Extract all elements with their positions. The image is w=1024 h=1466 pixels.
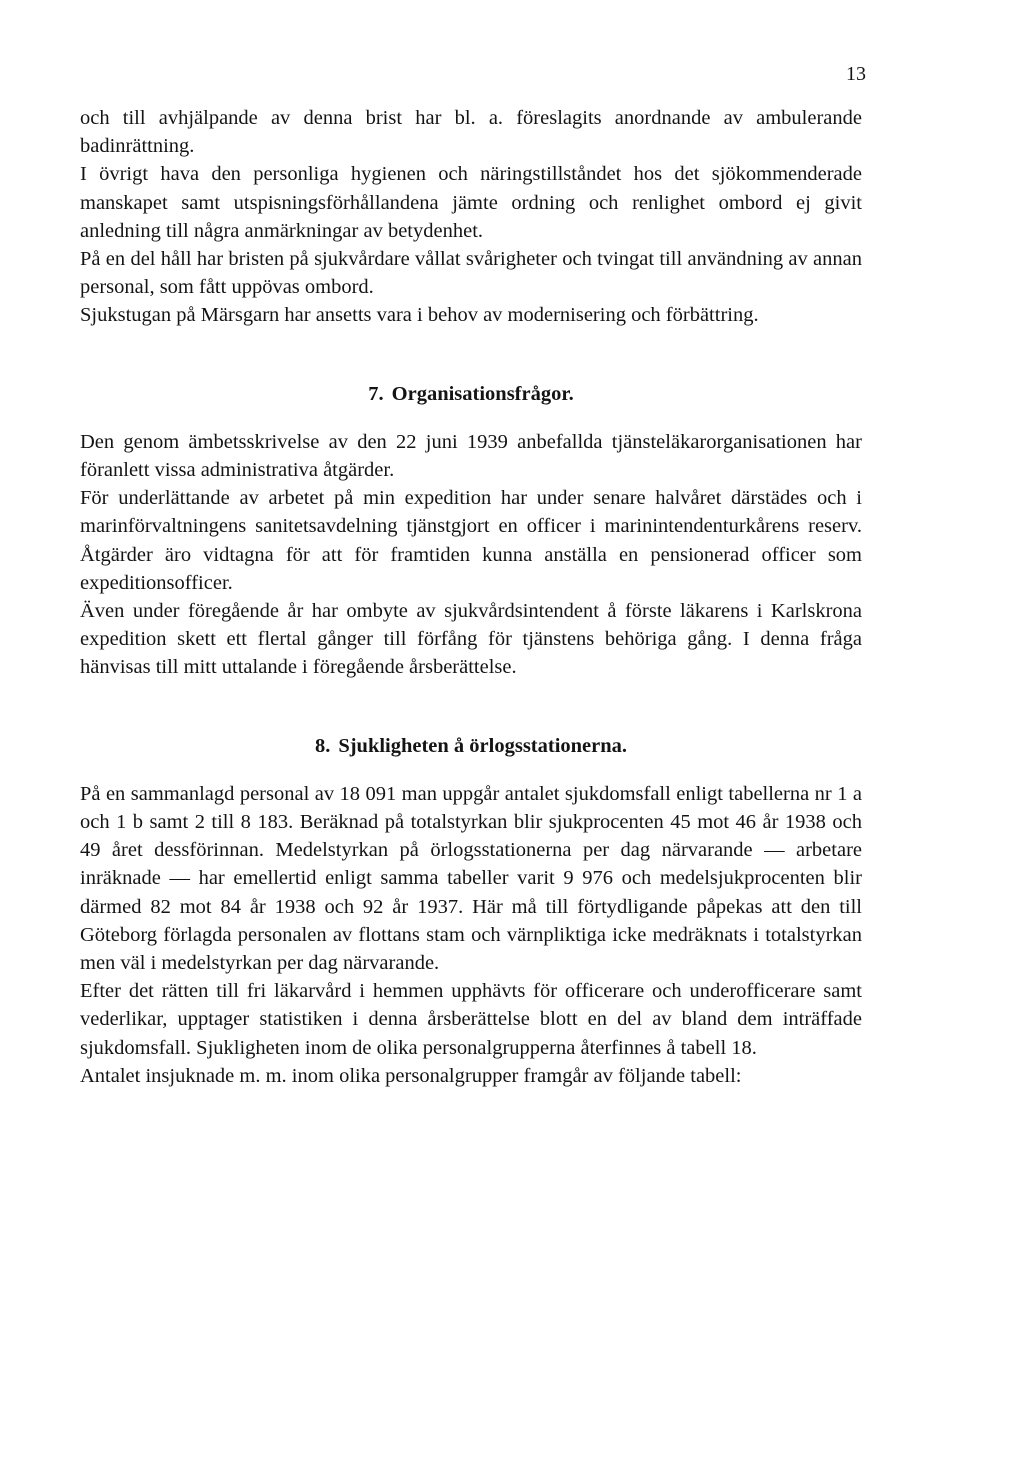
section-8-number: 8.: [314, 734, 331, 757]
section-7-paragraph: För underlättande av arbetet på min expedition har under senare halvåret därstädes och i marinförvaltningens sanitetsavdelning tjänstgjort en officer i marinintendenturkårens reserv. Åtgärder äro vidtagna för att för framtiden kunna anställa en pensionerad officer som expeditionsofficer.: [80, 487, 862, 594]
section-7-heading: [80, 380, 862, 408]
text-column: [80, 104, 862, 1090]
section-8-paragraph: Antalet insjuknade m. m. inom olika personalgrupper framgår av följande tabell:: [80, 1064, 742, 1087]
section-7-number: 7.: [368, 382, 384, 405]
intro-paragraph: På en del håll har bristen på sjukvårdare vållat svårigheter och tvingat till användning av annan personal, som fått uppövas ombord.: [80, 248, 862, 299]
intro-paragraph: och till avhjälpande av denna brist har bl. a. föreslagits anordnande av ambulerande badinrättning.: [80, 107, 862, 158]
intro-paragraph: Sjukstugan på Märsgarn har ansetts vara i behov av modernisering och förbättring.: [80, 304, 759, 327]
section-7-paragraph: Den genom ämbetsskrivelse av den 22 juni 1939 anbefallda tjänsteläkarorganisationen har föranlett vissa administrativa åtgärder.: [80, 430, 862, 482]
page-number: 13: [846, 63, 866, 85]
intro-paragraph: I övrigt hava den personliga hygienen och näringstillståndet hos det sjökommenderade manskapet samt utspisningsförhållandena jämte ordning och renlighet ombord ej givit anledning till några anmärkningar av betydenhet.: [80, 163, 862, 242]
section-8-paragraph: Efter det rätten till fri läkarvård i hemmen upphävts för officerare och underofficerare samt vederlikar, upptager statistiken i denna årsberättelse blott en del av bland dem inträffade sjukdomsfall. Sjukligheten inom de olika personalgrupperna återfinnes å tabell 18.: [80, 980, 862, 1059]
section-8-heading: [80, 732, 862, 760]
section-8-paragraph: På en sammanlagd personal av 18 091 man uppgår antalet sjukdomsfall enligt tabellerna nr 1 a och 1 b samt 2 till 8 183. Beräknad på totalstyrkan blir sjukprocenten 45 mot 46 år 1938 och 49 året dessförinnan. Medelstyrkan på örlogsstationerna per dag närvarande — arbetare inräknade — har emellertid enligt samma tabeller varit 9 976 och medelsjukprocenten blir därmed 82 mot 84 år 1938 och 92 år 1937. Här må till förtydligande påpekas att den till Göteborg förlagda personalen av flottans stam och värnpliktiga icke medräknats i totalstyrkan men väl i medelstyrkan per dag närvarande.: [80, 782, 862, 975]
section-7-title: Organisationsfrågor.: [391, 382, 574, 405]
section-8-title: Sjukligheten å örlogsstationerna.: [338, 734, 628, 757]
section-7-paragraph: Även under föregående år har ombyte av sjukvårdsintendent å förste läkarens i Karlskrona expedition skett ett flertal gånger till förfång för tjänstens behöriga gång. I denna fråga hänvisas till mitt uttalande i föregående årsberättelse.: [80, 600, 862, 679]
